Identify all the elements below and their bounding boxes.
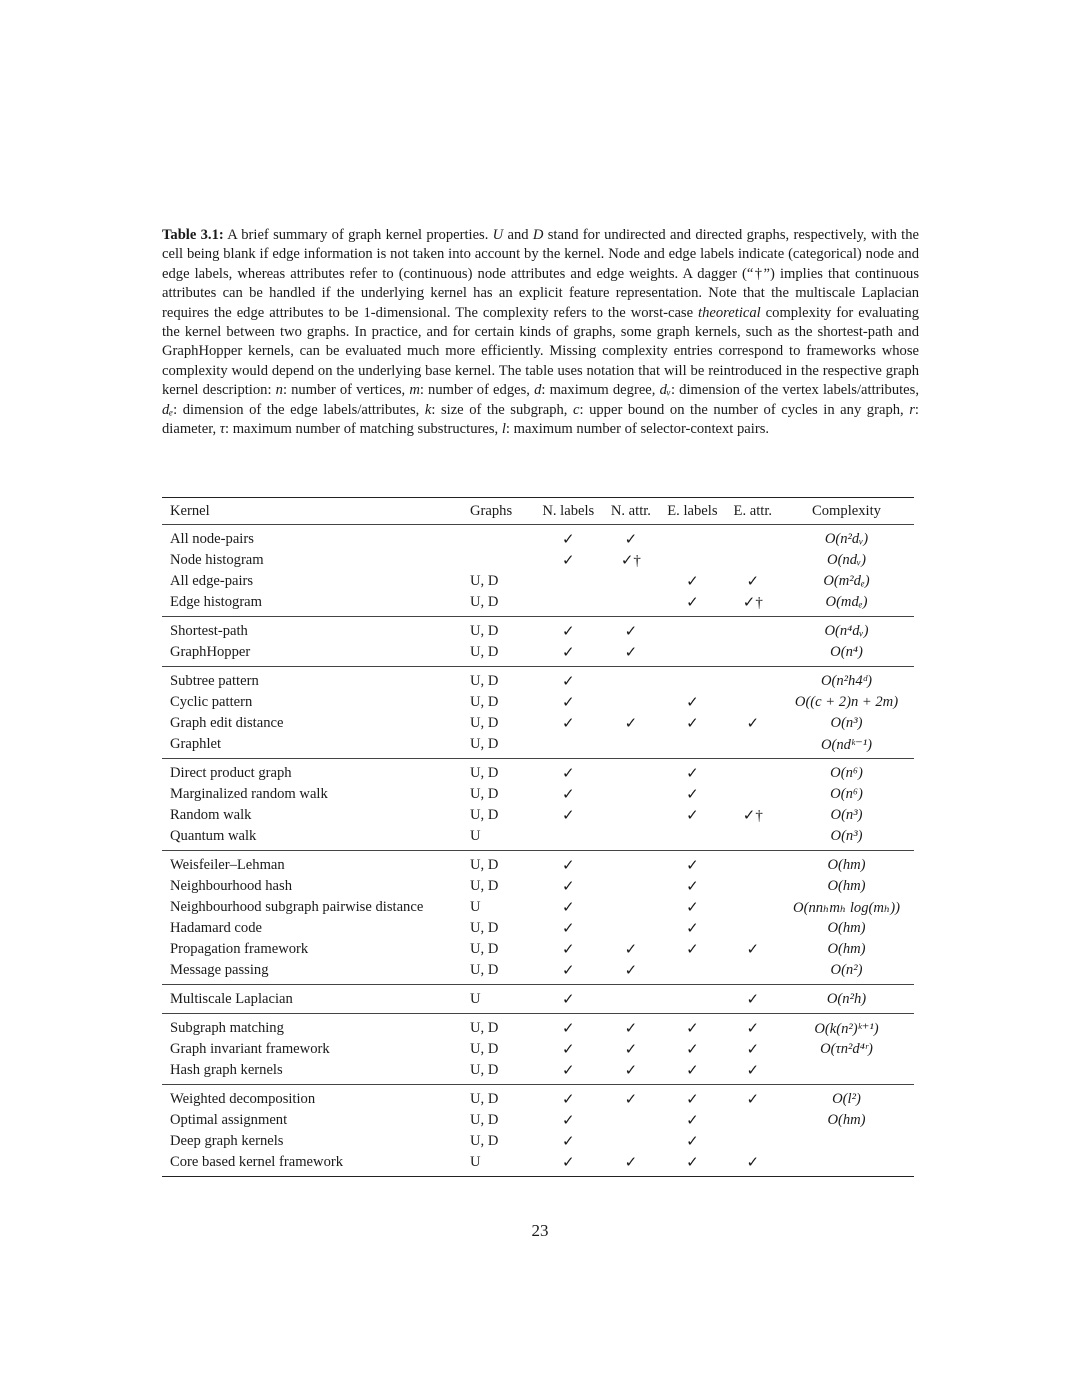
kernel-name: Subtree pattern [170,673,259,689]
table-row [162,1152,914,1177]
table-row [162,1085,914,1111]
kernel-name: Cyclic pattern [170,694,253,710]
edge-labels-cell: ✓ [686,716,699,732]
table-caption [162,226,919,439]
kernel-name: Multiscale Laplacian [170,991,293,1007]
node-labels-cell: ✓ [562,787,575,803]
table-row [162,826,914,851]
edge-labels-cell [658,550,726,571]
table-row [162,525,914,551]
node-labels-cell: ✓ [562,1042,575,1058]
edge-attributes-cell [727,692,779,713]
table-row [162,939,914,960]
node-attributes-cell [604,571,659,592]
table-row [162,734,914,759]
edge-labels-cell [658,985,726,1014]
edge-labels-cell: ✓ [686,574,699,590]
node-attributes-cell [604,876,659,897]
table-row [162,1039,914,1060]
edge-labels-cell [658,617,726,643]
graph-types: U, D [470,573,499,589]
kernel-name: Core based kernel framework [170,1154,344,1170]
table-row [162,805,914,826]
graph-types: U, D [470,594,499,610]
edge-labels-cell: ✓ [686,787,699,803]
kernel-group [162,667,914,759]
node-attributes-cell [604,851,659,877]
graph-types: U, D [470,765,499,781]
complexity-cell: O(hm) [827,941,866,957]
caption-text: D [532,227,544,243]
edge-labels-cell: ✓ [686,1092,699,1108]
caption-text: l [501,421,506,438]
kernel-name: Propagation framework [170,941,309,957]
complexity-cell: O(n²) [830,962,863,978]
caption-text: n [275,382,283,399]
complexity-cell: O(n⁶) [830,786,863,802]
edge-labels-cell: ✓ [686,942,699,958]
complexity-cell: O(hm) [827,1112,866,1128]
edge-labels-cell: ✓ [686,766,699,782]
caption-text: A brief summary of graph kernel properties. [223,227,493,243]
graph-types [470,550,533,571]
kernel-group [162,1014,914,1085]
node-attributes-cell [604,1131,659,1152]
table-row [162,1014,914,1040]
table-row [162,1131,914,1152]
table-row [162,550,914,571]
edge-attributes-cell: ✓ [746,1155,760,1171]
edge-attributes-cell [727,918,779,939]
edge-labels-cell: ✓ [686,858,699,874]
table-row [162,642,914,667]
node-attributes-cell [604,734,659,759]
node-labels-cell: ✓ [562,766,575,782]
table-row [162,617,914,643]
graph-types: U [470,828,481,844]
table-row [162,897,914,918]
edge-labels-cell: ✓ [686,1063,699,1079]
kernel-name: Deep graph kernels [170,1133,284,1149]
node-labels-cell: ✓ [562,1113,575,1129]
edge-attributes-cell [727,897,779,918]
caption-text: : upper bound on the number of cycles in any graph, [579,401,910,418]
node-labels-cell [533,826,604,851]
node-labels-cell: ✓ [562,1155,575,1171]
node-labels-cell: ✓ [562,879,575,895]
complexity-cell: O(τn²d⁴ʳ) [820,1041,873,1057]
node-labels-cell: ✓ [562,992,575,1008]
node-labels-cell: ✓ [562,1092,575,1108]
node-labels-cell: ✓ [562,532,575,548]
edge-labels-cell: ✓ [686,1134,699,1150]
table-row [162,985,914,1014]
caption-text: : dimension of the edge labels/attributes, [173,401,425,418]
edge-attributes-cell: ✓ [746,1042,760,1058]
complexity-cell: O(n⁴) [830,644,863,660]
complexity-cell: O(mdₑ) [825,594,868,610]
complexity-cell: O(n²h) [826,991,867,1007]
graph-types: U, D [470,1020,499,1036]
node-attributes-cell: ✓† [620,553,641,569]
node-labels-cell: ✓ [562,645,575,661]
edge-attributes-cell: ✓ [746,1063,760,1079]
node-labels-cell: ✓ [562,1021,575,1037]
edge-attributes-cell [727,642,779,667]
complexity-cell: O(n³) [830,828,863,844]
node-labels-cell: ✓ [562,695,575,711]
edge-labels-cell: ✓ [686,595,699,611]
kernel-name: Neighbourhood subgraph pairwise distance [170,899,424,915]
node-labels-cell: ✓ [562,553,575,569]
complexity-cell: O(n³) [830,807,863,823]
header-kernel: Kernel [170,502,210,519]
kernel-name: Random walk [170,807,252,823]
caption-text: : number of edges, [419,382,535,399]
graph-types: U, D [470,1112,499,1128]
kernel-group [162,851,914,985]
node-labels-cell: ✓ [562,808,575,824]
edge-labels-cell [658,667,726,693]
kernel-name: Graph edit distance [170,715,284,731]
node-attributes-cell [604,826,659,851]
node-labels-cell: ✓ [562,900,575,916]
caption-text: : dimension of the vertex labels/attributes, [670,382,919,399]
caption-label: Table 3.1: [162,227,224,243]
node-attributes-cell [604,985,659,1014]
table-row [162,784,914,805]
node-labels-cell: ✓ [562,963,575,979]
edge-attributes-cell: ✓ [746,1021,760,1037]
edge-attributes-cell [727,734,779,759]
graph-types: U, D [470,644,499,660]
node-attributes-cell: ✓ [624,645,638,661]
caption-text: : number of vertices, [282,382,410,399]
node-attributes-cell [604,592,659,617]
complexity-cell: O(n⁶) [830,765,863,781]
header-edge-attributes: E. attr. [733,502,773,519]
caption-text: stand for undirected and directed graphs, respectively, with the cell being blank if edge information is not taken into account by the kernel. Node and edge labels indicate (categorical) node and edge labels, whereas attributes refer to (continuous) node attributes and edge weights. A dagger (“†”) implies that continuous attributes can be handled if the underlying kernel has an explicit feature representation. Note that the multiscale Laplacian requires the edge attributes to be 1-dimensional. The complexity refers to the worst-case [162,227,920,321]
complexity-cell: O(ndᵥ) [827,552,866,568]
node-attributes-cell [604,759,659,785]
header-node-attributes: N. attr. [610,502,651,519]
graph-types [470,525,533,551]
node-labels-cell [533,571,604,592]
edge-labels-cell: ✓ [686,1021,699,1037]
edge-attributes-cell: ✓† [742,595,763,611]
graph-types: U [470,899,481,915]
edge-attributes-cell [727,784,779,805]
caption-text: c [573,401,580,418]
complexity-cell [779,1152,914,1177]
edge-attributes-cell: ✓ [746,1092,760,1108]
node-attributes-cell: ✓ [624,1155,638,1171]
table-row [162,692,914,713]
complexity-cell: O(l²) [832,1091,861,1107]
complexity-cell: O(m²dₑ) [823,573,870,589]
node-attributes-cell: ✓ [624,963,638,979]
kernel-group [162,1085,914,1177]
caption-text: : diameter, [162,401,919,438]
graph-types: U, D [470,623,499,639]
node-attributes-cell [604,805,659,826]
node-attributes-cell [604,667,659,693]
table-row [162,918,914,939]
node-attributes-cell [604,897,659,918]
header-complexity: Complexity [812,502,881,519]
kernel-group [162,985,914,1014]
graph-types: U, D [470,962,499,978]
node-attributes-cell: ✓ [624,716,638,732]
complexity-cell: O((c + 2)n + 2m) [794,694,899,710]
caption-text: d [534,382,542,399]
complexity-cell: O(k(n²)ᵏ⁺¹) [814,1020,879,1037]
node-attributes-cell [604,784,659,805]
caption-text: : maximum number of selector-context pairs. [505,421,770,438]
caption-text: k [424,401,432,418]
edge-labels-cell [658,826,726,851]
node-attributes-cell: ✓ [624,942,638,958]
kernel-name: Weighted decomposition [170,1091,316,1107]
kernel-name: Optimal assignment [170,1112,288,1128]
edge-labels-cell [658,734,726,759]
complexity-cell [779,1131,914,1152]
graph-kernel-table [162,497,914,1177]
node-labels-cell: ✓ [562,1134,575,1150]
complexity-cell: O(ndᵏ⁻¹) [820,736,873,753]
node-labels-cell [533,734,604,759]
edge-attributes-cell [727,876,779,897]
edge-attributes-cell [727,667,779,693]
kernel-name: Neighbourhood hash [170,878,293,894]
caption-text: and [503,227,533,243]
kernel-name: All node-pairs [170,531,254,547]
table-row [162,759,914,785]
node-attributes-cell: ✓ [624,1021,638,1037]
graph-types: U [470,991,481,1007]
edge-attributes-cell [727,1131,779,1152]
edge-labels-cell [658,525,726,551]
graph-types: U, D [470,807,499,823]
graph-types: U [470,1154,481,1170]
kernel-group [162,525,914,617]
header-graphs: Graphs [470,502,513,519]
graph-types: U, D [470,920,499,936]
kernel-name: Edge histogram [170,594,263,610]
node-attributes-cell: ✓ [624,532,638,548]
page-number: 23 [531,1221,549,1240]
edge-attributes-cell: ✓ [746,992,760,1008]
graph-types: U, D [470,878,499,894]
complexity-cell [779,1060,914,1085]
node-labels-cell: ✓ [562,1063,575,1079]
edge-attributes-cell [727,960,779,985]
edge-attributes-cell: ✓† [742,808,763,824]
node-labels-cell: ✓ [562,624,575,640]
kernel-name: Weisfeiler–Lehman [170,857,285,873]
kernel-group [162,617,914,667]
node-labels-cell: ✓ [562,858,575,874]
edge-labels-cell: ✓ [686,695,699,711]
kernel-name: All edge-pairs [170,573,254,589]
kernel-name: Direct product graph [170,765,292,781]
node-attributes-cell: ✓ [624,1063,638,1079]
complexity-cell: O(hm) [827,920,866,936]
complexity-cell: O(nnₕmₕ log(mₕ)) [793,899,900,916]
graph-types: U, D [470,1133,499,1149]
complexity-cell: O(n²h4ᵈ) [820,673,873,689]
table-row [162,713,914,734]
node-attributes-cell: ✓ [624,624,638,640]
edge-labels-cell: ✓ [686,808,699,824]
edge-labels-cell: ✓ [686,879,699,895]
edge-labels-cell [658,642,726,667]
caption-text: : size of the subgraph, [431,401,573,418]
table-row [162,851,914,877]
edge-labels-cell: ✓ [686,900,699,916]
graph-types: U, D [470,941,499,957]
edge-labels-cell: ✓ [686,921,699,937]
complexity-cell: O(n²dᵥ) [824,531,869,547]
graph-types: U, D [470,715,499,731]
node-attributes-cell [604,918,659,939]
edge-attributes-cell [727,759,779,785]
node-labels-cell: ✓ [562,942,575,958]
kernel-name: Hadamard code [170,920,262,936]
table-header-row [162,498,914,525]
table-row [162,592,914,617]
kernel-name: Subgraph matching [170,1020,284,1036]
caption-text: m [409,382,420,399]
node-labels-cell [533,592,604,617]
complexity-cell: O(n³) [830,715,863,731]
header-edge-labels: E. labels [667,502,718,519]
graph-types: U, D [470,673,499,689]
edge-labels-cell: ✓ [686,1155,699,1171]
edge-labels-cell: ✓ [686,1113,699,1129]
edge-labels-cell [658,960,726,985]
edge-attributes-cell [727,525,779,551]
node-attributes-cell [604,692,659,713]
caption-text: r [909,401,915,418]
kernel-name: Shortest-path [170,623,248,639]
node-labels-cell: ✓ [562,716,575,732]
caption-text: dₑ [162,401,174,418]
node-attributes-cell [604,1110,659,1131]
kernel-name: Node histogram [170,552,264,568]
kernel-name: Message passing [170,962,269,978]
kernel-name: GraphHopper [170,644,251,660]
table-row [162,876,914,897]
kernel-name: Graph invariant framework [170,1041,330,1057]
graph-types: U, D [470,1041,499,1057]
edge-attributes-cell [727,851,779,877]
header-node-labels: N. labels [542,502,595,519]
edge-attributes-cell [727,550,779,571]
node-labels-cell: ✓ [562,921,575,937]
edge-attributes-cell: ✓ [746,942,760,958]
caption-text: τ [219,421,225,438]
edge-attributes-cell: ✓ [746,574,760,590]
table-row [162,1060,914,1085]
edge-attributes-cell: ✓ [746,716,760,732]
table-row [162,960,914,985]
graph-types: U, D [470,736,499,752]
graph-types: U, D [470,786,499,802]
table-row [162,667,914,693]
graph-types: U, D [470,1091,499,1107]
caption-text: U [492,227,504,243]
edge-labels-cell: ✓ [686,1042,699,1058]
complexity-cell: O(n⁴dᵥ) [824,623,869,639]
caption-text: : maximum number of matching substructures, [225,421,502,438]
node-labels-cell: ✓ [562,674,575,690]
node-attributes-cell: ✓ [624,1092,638,1108]
complexity-cell: O(hm) [827,878,866,894]
graph-types: U, D [470,1062,499,1078]
caption-text: theoretical [698,304,761,321]
kernel-name: Quantum walk [170,828,257,844]
caption-text: dᵥ [659,382,671,399]
edge-attributes-cell [727,1110,779,1131]
kernel-name: Hash graph kernels [170,1062,283,1078]
graph-types: U, D [470,694,499,710]
graph-types: U, D [470,857,499,873]
kernel-name: Marginalized random walk [170,786,328,802]
kernel-group [162,759,914,851]
edge-attributes-cell [727,826,779,851]
kernel-name: Graphlet [170,736,222,752]
caption-text: complexity for evaluating the kernel between two graphs. In practice, and for certain kinds of graphs, some graph kernels, such as the shortest-path and GraphHopper kernels, can be evaluated much more efficiently. Missing complexity entries correspond to frameworks whose complexity would depend on the underlying base kernel. The table uses notation that will be reintroduced in the respective graph kernel description: [162,304,920,399]
node-attributes-cell: ✓ [624,1042,638,1058]
table-row [162,571,914,592]
edge-attributes-cell [727,617,779,643]
complexity-cell: O(hm) [827,857,866,873]
caption-text: : maximum degree, [541,382,660,399]
table-row [162,1110,914,1131]
